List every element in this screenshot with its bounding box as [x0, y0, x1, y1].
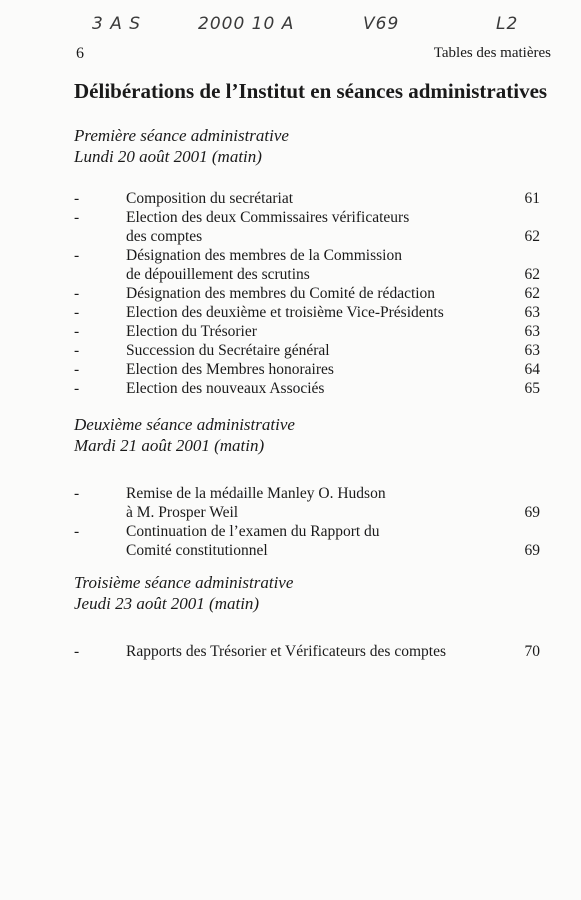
- toc-entry[interactable]: [74, 322, 554, 341]
- entry-page: 65: [524, 380, 540, 397]
- entry-text: Election des nouveaux Associés: [126, 380, 325, 397]
- section-date: Jeudi 23 août 2001 (matin): [74, 594, 260, 613]
- running-head: Tables des matières: [433, 45, 551, 61]
- entry-dash: -: [74, 247, 80, 264]
- section-date: Lundi 20 août 2001 (matin): [74, 147, 262, 166]
- entry-page: 63: [524, 304, 540, 321]
- entry-page: 70: [524, 643, 540, 660]
- section-third-session: [74, 572, 554, 661]
- handwritten-note-1: 3 A S: [92, 14, 142, 34]
- entry-page: 63: [524, 323, 540, 340]
- entry-page: 69: [524, 542, 540, 559]
- entry-text: Composition du secrétariat: [126, 190, 294, 207]
- section-heading: Première séance administrative: [74, 126, 289, 145]
- toc-entries: [74, 642, 554, 661]
- entry-text: Election du Trésorier: [126, 323, 257, 340]
- toc-entry[interactable]: [74, 208, 554, 246]
- toc-entry[interactable]: [74, 341, 554, 360]
- entry-dash: -: [74, 342, 80, 359]
- entry-text: Election des Membres honoraires: [126, 361, 334, 378]
- entry-dash: -: [74, 190, 80, 207]
- entry-text: Continuation de l’examen du Rapport du Comité constitutionnel: [126, 523, 380, 559]
- entry-page: 69: [524, 504, 540, 521]
- entry-text: Succession du Secrétaire général: [126, 342, 330, 359]
- toc-entry[interactable]: [74, 642, 554, 661]
- entry-text: Election des deux Commissaires vérificateurs des comptes: [126, 209, 410, 245]
- toc-entry[interactable]: [74, 379, 554, 398]
- toc-entry[interactable]: [74, 360, 554, 379]
- entry-text: Election des deuxième et troisième Vice-Présidents: [126, 304, 444, 321]
- entry-dash: -: [74, 285, 80, 302]
- entry-dash: -: [74, 485, 80, 502]
- handwritten-note-4: L2: [496, 14, 519, 34]
- entry-page: 61: [524, 190, 540, 207]
- section-date: Mardi 21 août 2001 (matin): [74, 436, 265, 455]
- entry-dash: -: [74, 523, 80, 540]
- section-second-session: [74, 414, 554, 560]
- toc-entries: [74, 484, 554, 560]
- entry-dash: -: [74, 643, 80, 660]
- handwritten-note-3: V69: [363, 14, 400, 34]
- toc-entry[interactable]: [74, 303, 554, 322]
- entry-dash: -: [74, 361, 80, 378]
- entry-text: Désignation des membres de la Commission de dépouillement des scrutins: [126, 247, 402, 283]
- page-title: Délibérations de l’Institut en séances administratives: [74, 79, 548, 103]
- entry-page: 64: [524, 361, 540, 378]
- toc-entry[interactable]: [74, 284, 554, 303]
- section-heading: Deuxième séance administrative: [74, 415, 295, 434]
- entry-page: 62: [524, 228, 540, 245]
- entry-dash: -: [74, 380, 80, 397]
- entry-page: 62: [524, 285, 540, 302]
- section-first-session: [74, 125, 554, 398]
- entry-page: 63: [524, 342, 540, 359]
- toc-entry[interactable]: [74, 246, 554, 284]
- entry-page: 62: [524, 266, 540, 283]
- toc-entries: [74, 189, 554, 398]
- page-number: 6: [76, 45, 84, 62]
- entry-dash: -: [74, 323, 80, 340]
- toc-entry[interactable]: [74, 189, 554, 208]
- entry-dash: -: [74, 209, 80, 226]
- toc-entry[interactable]: [74, 522, 554, 560]
- entry-text: Rapports des Trésorier et Vérificateurs des comptes: [126, 643, 446, 660]
- entry-dash: -: [74, 304, 80, 321]
- handwritten-note-2: 2000 10 A: [198, 14, 295, 34]
- entry-text: Remise de la médaille Manley O. Hudson à M. Prosper Weil: [126, 485, 386, 521]
- toc-entry[interactable]: [74, 484, 554, 522]
- entry-text: Désignation des membres du Comité de rédaction: [126, 285, 436, 302]
- section-heading: Troisième séance administrative: [74, 573, 294, 592]
